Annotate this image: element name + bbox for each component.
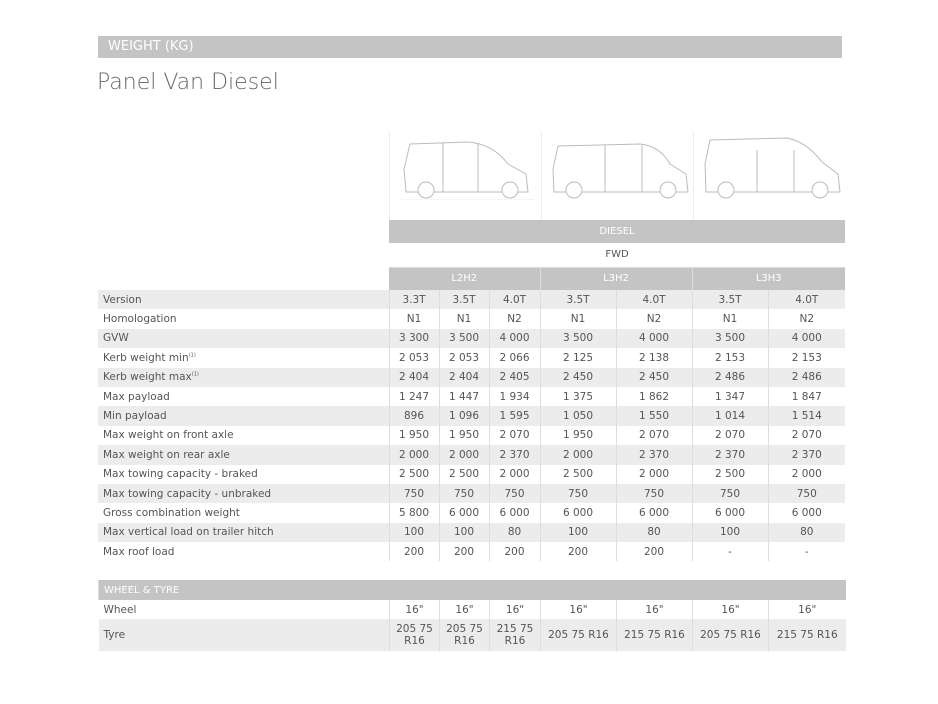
table-cell: 1 050 — [540, 406, 616, 425]
table-row — [98, 484, 845, 503]
table-cell: 215 75 R16 — [490, 619, 541, 651]
row-label — [98, 445, 389, 464]
table-cell: 2 405 — [489, 368, 540, 387]
table-cell: 2 370 — [692, 445, 768, 464]
row-label-text: GVW — [103, 332, 129, 345]
table-cell: 3 300 — [389, 329, 439, 348]
table-cell: 1 550 — [616, 406, 692, 425]
table-cell: 16" — [440, 600, 490, 619]
table-cell: 750 — [768, 484, 845, 503]
table-row — [98, 290, 845, 309]
row-label — [98, 309, 389, 328]
row-label — [98, 329, 389, 348]
table-cell: 1 950 — [389, 426, 439, 445]
section-header-weight: WEIGHT (KG) — [98, 36, 842, 58]
table-cell: 16" — [617, 600, 693, 619]
table-cell: 2 500 — [540, 465, 616, 484]
table-cell: 2 000 — [389, 445, 439, 464]
table-row — [99, 600, 846, 619]
table-cell: 200 — [389, 542, 439, 561]
table-cell: 16" — [769, 600, 846, 619]
row-label-text: Kerb weight min — [103, 351, 189, 364]
table-cell: 2 486 — [768, 368, 845, 387]
table-cell: 2 000 — [616, 465, 692, 484]
table-row — [98, 406, 845, 425]
table-cell: 1 595 — [489, 406, 540, 425]
table-cell: 3.5T — [692, 290, 768, 309]
table-cell: 2 500 — [389, 465, 439, 484]
row-label — [98, 368, 389, 387]
table-row — [98, 387, 845, 406]
group-l3h2: L3H2 — [540, 267, 692, 290]
table-cell: 750 — [616, 484, 692, 503]
table-cell: N1 — [540, 309, 616, 328]
table-cell: 1 862 — [616, 387, 692, 406]
table-cell: 4 000 — [489, 329, 540, 348]
wheel-tyre-table — [98, 580, 846, 651]
page-title: Panel Van Diesel — [97, 70, 279, 95]
table-cell: 5 800 — [389, 503, 439, 522]
table-cell: 2 070 — [489, 426, 540, 445]
table-cell: 2 370 — [489, 445, 540, 464]
van-image-l2h2 — [389, 132, 541, 220]
row-label — [98, 290, 389, 309]
table-cell: 16" — [693, 600, 769, 619]
table-cell: 1 375 — [540, 387, 616, 406]
table-cell: 6 000 — [540, 503, 616, 522]
table-cell: 80 — [768, 523, 845, 542]
table-cell: 2 070 — [616, 426, 692, 445]
row-label-text: Homologation — [103, 313, 177, 326]
group-header-row — [98, 267, 845, 290]
table-cell: 200 — [616, 542, 692, 561]
table-cell: 200 — [439, 542, 489, 561]
table-cell: 2 404 — [439, 368, 489, 387]
table-row — [98, 445, 845, 464]
table-cell: 3 500 — [439, 329, 489, 348]
table-cell: 2 486 — [692, 368, 768, 387]
table-cell: 1 096 — [439, 406, 489, 425]
table-cell: 2 066 — [489, 348, 540, 367]
table-row — [99, 619, 846, 651]
table-cell: 4.0T — [616, 290, 692, 309]
row-label-text: Wheel — [103, 603, 137, 616]
table-row — [98, 426, 845, 445]
group-l3h3: L3H3 — [692, 267, 845, 290]
table-cell: - — [768, 542, 845, 561]
table-cell: - — [692, 542, 768, 561]
table-cell: 16" — [541, 600, 617, 619]
table-cell: 3 500 — [540, 329, 616, 348]
table-row — [98, 465, 845, 484]
van-image-l3h2 — [541, 132, 693, 220]
row-label-text: Max roof load — [103, 545, 175, 558]
table-cell: 2 000 — [768, 465, 845, 484]
table-cell: 205 75 R16 — [390, 619, 440, 651]
table-cell: N2 — [616, 309, 692, 328]
table-cell: 2 000 — [540, 445, 616, 464]
table-cell: 750 — [540, 484, 616, 503]
table-cell: 16" — [490, 600, 541, 619]
weight-table — [98, 220, 845, 561]
row-label-text: Max weight on front axle — [103, 429, 234, 442]
table-cell: 80 — [616, 523, 692, 542]
table-cell: 3.5T — [439, 290, 489, 309]
table-cell: 2 138 — [616, 348, 692, 367]
wheel-section-header: WHEEL & TYRE — [99, 580, 846, 600]
table-cell: 205 75 R16 — [541, 619, 617, 651]
table-cell: 750 — [692, 484, 768, 503]
table-cell: N1 — [389, 309, 439, 328]
row-label-text: Max vertical load on trailer hitch — [103, 526, 274, 539]
table-cell: 16" — [390, 600, 440, 619]
table-cell: 100 — [439, 523, 489, 542]
table-cell: 215 75 R16 — [769, 619, 846, 651]
row-label-text: Min payload — [103, 410, 167, 423]
row-label — [99, 600, 390, 619]
table-cell: 1 347 — [692, 387, 768, 406]
table-cell: 1 014 — [692, 406, 768, 425]
table-cell: 1 934 — [489, 387, 540, 406]
table-cell: N1 — [692, 309, 768, 328]
footnote-ref: (1) — [188, 352, 196, 359]
table-cell: 1 447 — [439, 387, 489, 406]
table-cell: 3.3T — [389, 290, 439, 309]
table-cell: 6 000 — [768, 503, 845, 522]
table-cell: 4 000 — [768, 329, 845, 348]
row-label — [98, 348, 389, 367]
table-cell: 200 — [540, 542, 616, 561]
table-cell: N1 — [439, 309, 489, 328]
table-cell: 1 247 — [389, 387, 439, 406]
table-cell: 3 500 — [692, 329, 768, 348]
table-cell: 750 — [439, 484, 489, 503]
row-label-text: Max weight on rear axle — [103, 448, 230, 461]
row-label — [98, 503, 389, 522]
table-cell: 2 450 — [540, 368, 616, 387]
table-row — [98, 523, 845, 542]
table-cell: N2 — [489, 309, 540, 328]
table-cell: 896 — [389, 406, 439, 425]
table-cell: 6 000 — [489, 503, 540, 522]
table-cell: 2 053 — [389, 348, 439, 367]
row-label — [98, 484, 389, 503]
row-label — [99, 619, 390, 651]
table-cell: 200 — [489, 542, 540, 561]
table-cell: 2 053 — [439, 348, 489, 367]
table-cell: 6 000 — [692, 503, 768, 522]
van-illustrations — [389, 132, 845, 220]
row-label-text: Version — [103, 293, 142, 306]
table-cell: 215 75 R16 — [617, 619, 693, 651]
drive-header-row — [98, 243, 845, 267]
table-cell: 1 847 — [768, 387, 845, 406]
table-cell: 1 514 — [768, 406, 845, 425]
table-cell: 6 000 — [439, 503, 489, 522]
table-cell: N2 — [768, 309, 845, 328]
table-cell: 2 370 — [768, 445, 845, 464]
row-label-text: Max payload — [103, 390, 170, 403]
table-cell: 2 000 — [489, 465, 540, 484]
table-cell: 2 450 — [616, 368, 692, 387]
table-cell: 2 070 — [692, 426, 768, 445]
row-label-text: Max towing capacity - unbraked — [103, 487, 272, 500]
row-label — [98, 523, 389, 542]
fuel-header-row — [98, 220, 845, 243]
table-row — [98, 542, 845, 561]
table-cell: 6 000 — [616, 503, 692, 522]
table-cell: 4.0T — [489, 290, 540, 309]
row-label — [98, 426, 389, 445]
table-cell: 2 070 — [768, 426, 845, 445]
table-cell: 2 000 — [439, 445, 489, 464]
table-cell: 1 950 — [439, 426, 489, 445]
row-label-text: Max towing capacity - braked — [103, 468, 258, 481]
row-label — [98, 542, 389, 561]
row-label — [98, 465, 389, 484]
row-label — [98, 387, 389, 406]
drive-header: FWD — [389, 243, 845, 267]
row-label-text: Gross combination weight — [103, 506, 240, 519]
table-cell: 4.0T — [768, 290, 845, 309]
table-cell: 2 125 — [540, 348, 616, 367]
table-row — [98, 348, 845, 367]
table-cell: 80 — [489, 523, 540, 542]
fuel-header: DIESEL — [389, 220, 845, 243]
table-cell: 750 — [389, 484, 439, 503]
table-cell: 205 75 R16 — [440, 619, 490, 651]
table-row — [98, 368, 845, 387]
table-cell: 2 153 — [692, 348, 768, 367]
table-cell: 100 — [540, 523, 616, 542]
table-cell: 2 153 — [768, 348, 845, 367]
table-cell: 2 500 — [692, 465, 768, 484]
footnote-ref: (1) — [191, 371, 199, 378]
table-cell: 205 75 R16 — [693, 619, 769, 651]
row-label — [98, 406, 389, 425]
table-cell: 2 404 — [389, 368, 439, 387]
table-cell: 100 — [692, 523, 768, 542]
van-image-l3h3 — [693, 132, 845, 220]
table-cell: 2 370 — [616, 445, 692, 464]
table-cell: 4 000 — [616, 329, 692, 348]
table-cell: 100 — [389, 523, 439, 542]
table-cell: 750 — [489, 484, 540, 503]
table-row — [98, 503, 845, 522]
table-row — [98, 329, 845, 348]
group-l2h2: L2H2 — [389, 267, 540, 290]
table-cell: 3.5T — [540, 290, 616, 309]
row-label-text: Tyre — [103, 629, 126, 642]
row-label-text: Kerb weight max — [103, 371, 192, 384]
table-cell: 2 500 — [439, 465, 489, 484]
table-row — [98, 309, 845, 328]
table-cell: 1 950 — [540, 426, 616, 445]
